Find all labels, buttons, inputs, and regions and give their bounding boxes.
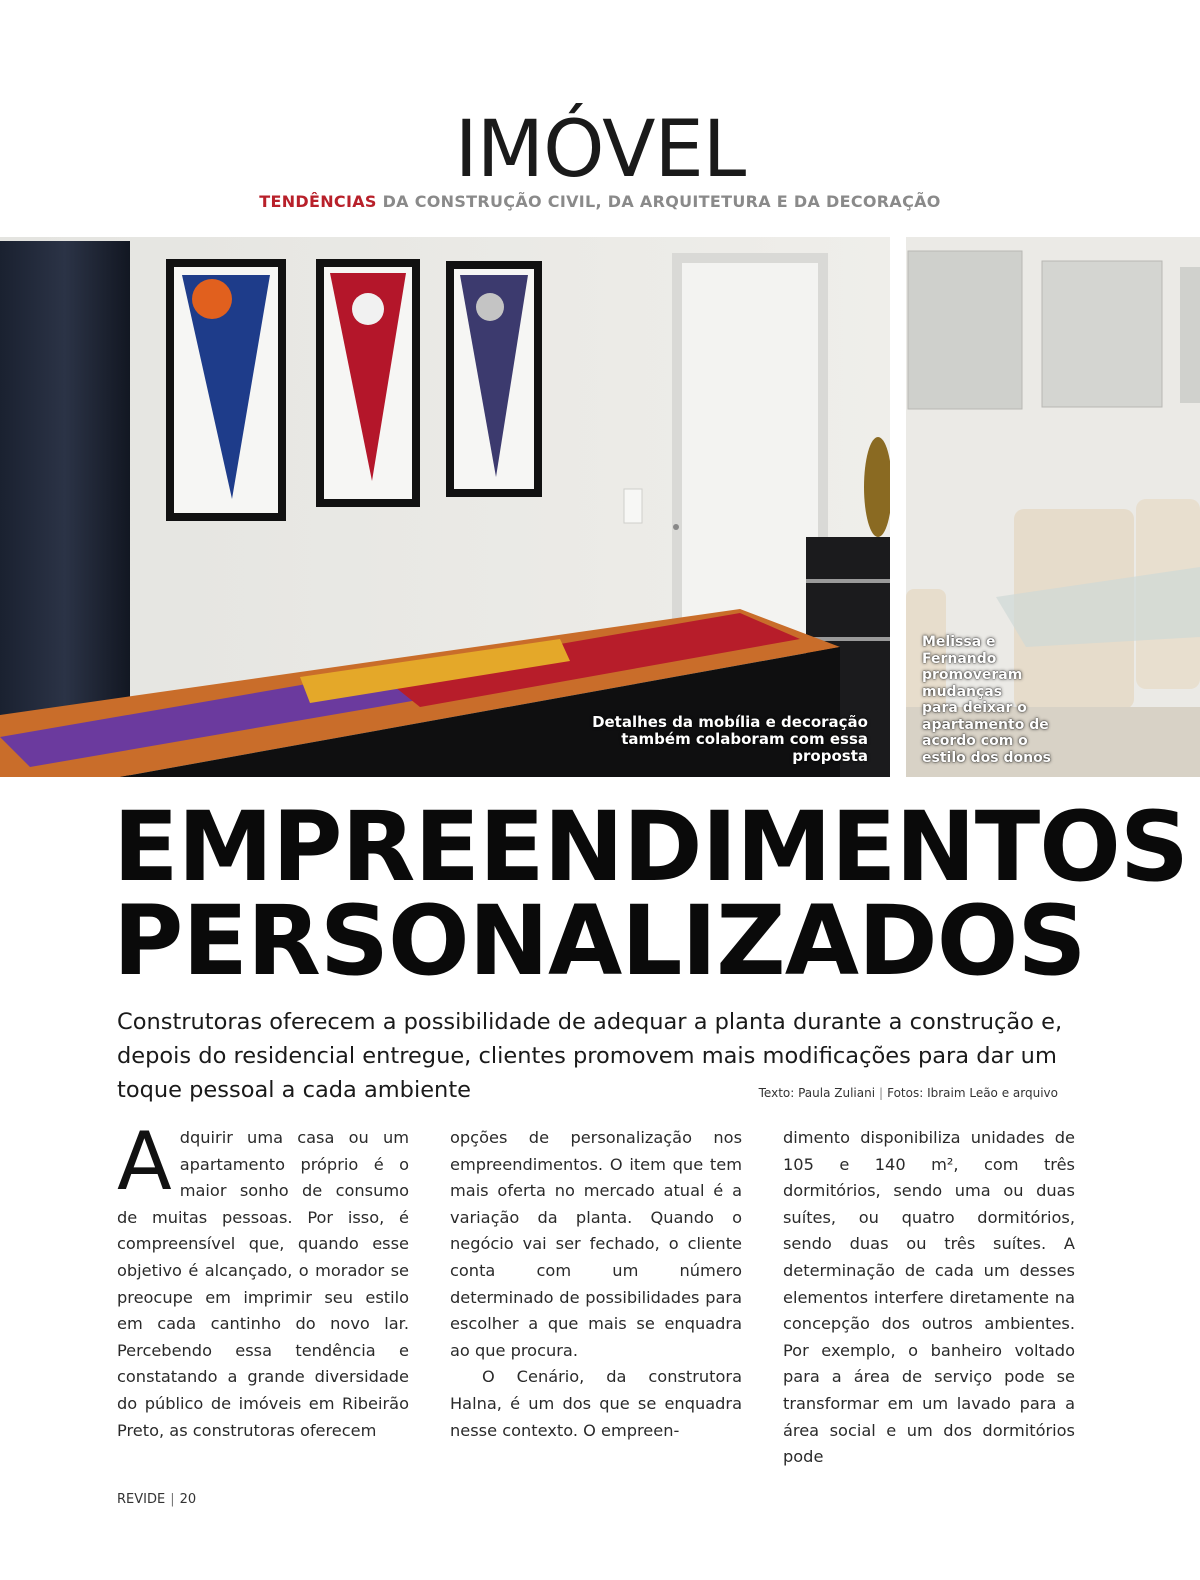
page-number: 20 xyxy=(179,1492,197,1507)
main-caption-line-2: também colaboram com essa proposta xyxy=(621,730,868,765)
side-photo-caption xyxy=(922,634,1072,766)
main-photo xyxy=(0,237,890,777)
column-3-text: dimento disponibiliza unidades de 105 e 140 m², com três dormitórios, sendo uma ou duas suítes, ou quatro dormitórios, sendo duas ou três suítes. A determinação de cada um desses elementos interfere diretamente na concepção dos outros ambientes. Por exemplo, o banheiro voltado para a área de serviço pode se transformar em um lavado para a área social e um dos dormitórios pode xyxy=(783,1128,1075,1467)
article-headline xyxy=(113,791,1188,997)
subtitle-highlight: TENDÊNCIAS xyxy=(259,192,377,211)
side-photo xyxy=(906,237,1200,777)
side-caption-line: Fernando xyxy=(922,650,997,667)
magazine-name: REVIDE xyxy=(117,1492,166,1507)
main-photo-illustration xyxy=(0,237,890,777)
column-2-paragraph-1: opções de personalização nos empreendimentos. O item que tem mais oferta no mercado atual é a variação da planta. Quando o negócio vai ser fechado, o cliente conta com um número determinado de possibilidades para escolher a que mais se enquadra ao que procura. xyxy=(450,1128,742,1360)
main-photo-caption xyxy=(548,714,868,765)
side-caption-line: promoveram xyxy=(922,667,1023,683)
side-caption-line: mudanças xyxy=(922,683,1003,700)
article-column-2 xyxy=(450,1125,742,1444)
headline-line-2: PERSONALIZADOS xyxy=(113,885,1086,997)
headline-line-1: EMPREENDIMENTOS xyxy=(113,791,1188,903)
article-column-3 xyxy=(783,1125,1075,1471)
side-caption-line: apartamento de xyxy=(922,716,1049,733)
side-caption-line: Melissa e xyxy=(922,634,996,650)
drop-cap: A xyxy=(117,1115,172,1208)
main-caption-line-1: Detalhes da mobília e decoração xyxy=(592,713,868,731)
credits-text: Texto: Paula Zuliani xyxy=(758,1086,876,1100)
section-title: IMÓVEL xyxy=(454,105,746,195)
page-footer xyxy=(117,1492,196,1507)
subtitle-rest: DA CONSTRUÇÃO CIVIL, DA ARQUITETURA E DA DECORAÇÃO xyxy=(376,192,941,211)
credits-separator: | xyxy=(879,1086,884,1100)
side-caption-line: para deixar o xyxy=(922,700,1027,716)
section-subtitle xyxy=(0,192,1200,211)
side-caption-line: acordo com o xyxy=(922,733,1028,749)
column-1-text: dquirir uma casa ou um apartamento próprio é o maior sonho de consumo de muitas pessoas. Por isso, é compreensível que, quando esse objetivo é alcançado, o morador se preocupe em imprimir seu estilo em cada cantinho do novo lar. Percebendo essa tendência e constatando a grande diversidade do público de imóveis em Ribeirão Preto, as construtoras oferecem xyxy=(117,1128,409,1440)
credits-photos: Fotos: Ibraim Leão e arquivo xyxy=(887,1086,1058,1100)
column-2-paragraph-2: O Cenário, da construtora Halna, é um dos que se enquadra nesse contexto. O empreen- xyxy=(450,1367,742,1440)
side-caption-line: estilo dos donos xyxy=(922,749,1052,766)
footer-separator: | xyxy=(170,1492,175,1507)
article-credits xyxy=(759,1086,1058,1100)
article-deck: Construtoras oferecem a possibilidade de adequar a planta durante a construção e, depois do residencial entregue, clientes promovem mais modificações para dar um toque pessoal a cada ambiente xyxy=(117,1009,1063,1103)
article-column-1 xyxy=(117,1115,409,1444)
